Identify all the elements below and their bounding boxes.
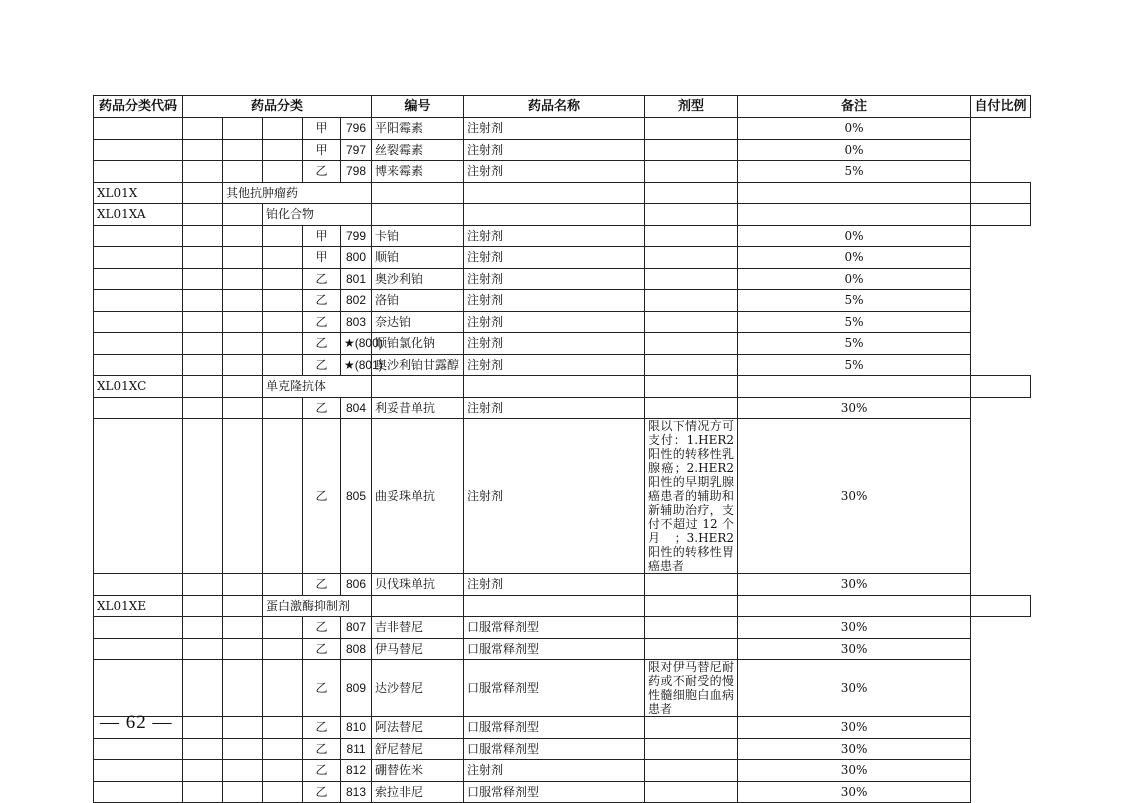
cell-form (645, 376, 738, 398)
cell-code (94, 617, 183, 639)
cell-form: 口服常释剂型 (464, 738, 645, 760)
cell-form: 注射剂 (464, 311, 645, 333)
table-row (94, 574, 1031, 596)
cell-number: 813 (341, 781, 372, 803)
cell-blank (223, 268, 263, 290)
cell-drug-name: 奈达铂 (372, 311, 464, 333)
cell-blank (263, 225, 303, 247)
cell-number (372, 204, 464, 226)
cell-form (645, 204, 738, 226)
cell-note (645, 225, 738, 247)
cell-blank (223, 760, 263, 782)
cell-blank (263, 738, 303, 760)
cell-grade: 甲 (303, 247, 341, 269)
cell-blank (183, 311, 223, 333)
cell-blank (223, 161, 263, 183)
cell-code (94, 268, 183, 290)
cell-blank (223, 247, 263, 269)
cell-number (372, 182, 464, 204)
cell-rate: 30% (738, 638, 971, 660)
cell-rate: 5% (738, 290, 971, 312)
cell-code (94, 247, 183, 269)
table-row (94, 247, 1031, 269)
cell-number: 810 (341, 717, 372, 739)
cell-blank (263, 781, 303, 803)
cell-rate: 30% (738, 717, 971, 739)
cell-blank (183, 268, 223, 290)
cell-drug-name: 伊马替尼 (372, 638, 464, 660)
cell-note (738, 204, 971, 226)
cell-drug-name: 曲妥珠单抗 (372, 419, 464, 574)
cell-number: 806 (341, 574, 372, 596)
table-row (94, 781, 1031, 803)
cell-blank (183, 781, 223, 803)
cell-code: XL01X (94, 182, 183, 204)
table-row (94, 354, 1031, 376)
table-row (94, 311, 1031, 333)
cell-code (94, 760, 183, 782)
cell-drug-name: 丝裂霉素 (372, 139, 464, 161)
cell-note (645, 311, 738, 333)
cell-note: 限对伊马替尼耐药或不耐受的慢性髓细胞白血病患者 (645, 660, 738, 717)
cell-blank (223, 354, 263, 376)
cell-rate: 30% (738, 738, 971, 760)
cell-blank (223, 376, 263, 398)
cell-blank (183, 397, 223, 419)
cell-blank (183, 161, 223, 183)
cell-number: ★(801) (341, 354, 372, 376)
cell-note (645, 781, 738, 803)
cell-code (94, 660, 183, 717)
cell-form: 注射剂 (464, 268, 645, 290)
cell-drug-name: 奥沙利铂甘露醇 (372, 354, 464, 376)
cell-blank (223, 738, 263, 760)
cell-blank (263, 419, 303, 574)
cell-drug-name: 顺铂氯化钠 (372, 333, 464, 355)
cell-form: 注射剂 (464, 333, 645, 355)
cell-drug-name (464, 204, 645, 226)
cell-blank (183, 225, 223, 247)
cell-grade: 乙 (303, 781, 341, 803)
cell-drug-name (464, 182, 645, 204)
cell-rate: 5% (738, 354, 971, 376)
cell-blank (263, 354, 303, 376)
cell-number: ★(800) (341, 333, 372, 355)
table-row (94, 333, 1031, 355)
cell-grade: 乙 (303, 617, 341, 639)
cell-form: 注射剂 (464, 397, 645, 419)
cell-number: 808 (341, 638, 372, 660)
table-row (94, 760, 1031, 782)
table-row (94, 376, 1031, 398)
cell-blank (263, 638, 303, 660)
cell-blank (183, 118, 223, 140)
cell-rate: 30% (738, 660, 971, 717)
cell-form (645, 182, 738, 204)
cell-blank (183, 574, 223, 596)
cell-blank (223, 333, 263, 355)
cell-grade: 甲 (303, 118, 341, 140)
cell-code (94, 574, 183, 596)
cell-code (94, 781, 183, 803)
cell-blank (263, 139, 303, 161)
cell-drug-name: 阿法替尼 (372, 717, 464, 739)
cell-grade: 乙 (303, 717, 341, 739)
table-row (94, 397, 1031, 419)
table-row (94, 717, 1031, 739)
cell-code: XL01XC (94, 376, 183, 398)
cell-rate: 0% (738, 225, 971, 247)
cell-note (645, 118, 738, 140)
cell-drug-name: 吉非替尼 (372, 617, 464, 639)
cell-drug-name (464, 376, 645, 398)
cell-form: 注射剂 (464, 419, 645, 574)
table-header-row (94, 96, 1031, 118)
cell-note (738, 595, 971, 617)
cell-blank (223, 419, 263, 574)
cell-rate: 5% (738, 311, 971, 333)
cell-grade: 乙 (303, 660, 341, 717)
cell-blank (263, 660, 303, 717)
cell-rate (971, 182, 1031, 204)
header-name: 药品名称 (464, 96, 645, 118)
cell-number: 799 (341, 225, 372, 247)
header-number: 编号 (372, 96, 464, 118)
table-row (94, 660, 1031, 717)
cell-blank (263, 247, 303, 269)
cell-blank (183, 660, 223, 717)
cell-code (94, 638, 183, 660)
cell-rate: 0% (738, 118, 971, 140)
cell-blank (263, 268, 303, 290)
cell-drug-name: 顺铂 (372, 247, 464, 269)
cell-rate: 30% (738, 617, 971, 639)
cell-number: 800 (341, 247, 372, 269)
cell-form: 口服常释剂型 (464, 781, 645, 803)
cell-drug-name: 平阳霉素 (372, 118, 464, 140)
cell-blank (183, 738, 223, 760)
cell-note (645, 760, 738, 782)
cell-rate: 30% (738, 419, 971, 574)
cell-number: 805 (341, 419, 372, 574)
page-number: — 62 — (100, 712, 173, 733)
cell-grade: 乙 (303, 290, 341, 312)
cell-blank (263, 118, 303, 140)
cell-note (645, 268, 738, 290)
cell-grade: 乙 (303, 638, 341, 660)
cell-form: 口服常释剂型 (464, 660, 645, 717)
cell-note (738, 376, 971, 398)
cell-grade: 乙 (303, 354, 341, 376)
cell-rate (971, 595, 1031, 617)
cell-category-l2: 其他抗肿瘤药 (223, 182, 372, 204)
cell-grade: 乙 (303, 397, 341, 419)
cell-note (645, 333, 738, 355)
cell-rate: 30% (738, 574, 971, 596)
cell-code (94, 333, 183, 355)
cell-grade: 乙 (303, 738, 341, 760)
cell-note (645, 717, 738, 739)
cell-drug-name: 博来霉素 (372, 161, 464, 183)
header-rate: 自付比例 (971, 96, 1031, 118)
cell-blank (183, 182, 223, 204)
table-row (94, 161, 1031, 183)
cell-drug-name: 洛铂 (372, 290, 464, 312)
cell-form: 注射剂 (464, 247, 645, 269)
cell-note (645, 139, 738, 161)
cell-blank (183, 717, 223, 739)
cell-drug-name: 硼替佐米 (372, 760, 464, 782)
cell-blank (263, 290, 303, 312)
cell-blank (183, 595, 223, 617)
table-row (94, 595, 1031, 617)
cell-rate: 30% (738, 397, 971, 419)
table-row (94, 738, 1031, 760)
cell-blank (183, 139, 223, 161)
cell-blank (183, 333, 223, 355)
cell-grade: 乙 (303, 161, 341, 183)
table-row (94, 419, 1031, 574)
cell-note (645, 617, 738, 639)
header-form: 剂型 (645, 96, 738, 118)
cell-blank (183, 760, 223, 782)
cell-blank (183, 638, 223, 660)
cell-blank (183, 290, 223, 312)
cell-note (645, 354, 738, 376)
cell-blank (223, 118, 263, 140)
cell-form: 口服常释剂型 (464, 638, 645, 660)
table-row (94, 139, 1031, 161)
cell-blank (183, 354, 223, 376)
cell-grade: 甲 (303, 225, 341, 247)
cell-form: 注射剂 (464, 139, 645, 161)
cell-blank (223, 781, 263, 803)
cell-blank (263, 617, 303, 639)
table-row (94, 204, 1031, 226)
cell-drug-name: 舒尼替尼 (372, 738, 464, 760)
cell-form: 注射剂 (464, 354, 645, 376)
cell-blank (183, 419, 223, 574)
cell-number: 798 (341, 161, 372, 183)
table-row (94, 182, 1031, 204)
cell-blank (223, 204, 263, 226)
cell-note: 限以下情况方可支付：1.HER2 阳性的转移性乳腺癌；2.HER2 阳性的早期乳腺癌患者的辅助和新辅助治疗，支付不超过 12 个月；3.HER2 阳性的转移性胃癌患者 (645, 419, 738, 574)
cell-blank (263, 574, 303, 596)
cell-form: 口服常释剂型 (464, 717, 645, 739)
cell-category-l3: 单克隆抗体 (263, 376, 372, 398)
cell-code (94, 354, 183, 376)
header-note: 备注 (738, 96, 971, 118)
cell-form (645, 595, 738, 617)
cell-blank (263, 760, 303, 782)
table-row (94, 225, 1031, 247)
table-row (94, 268, 1031, 290)
cell-form: 注射剂 (464, 574, 645, 596)
cell-blank (223, 638, 263, 660)
cell-rate: 30% (738, 781, 971, 803)
cell-drug-name: 卡铂 (372, 225, 464, 247)
cell-blank (223, 660, 263, 717)
table-row (94, 617, 1031, 639)
cell-number (372, 376, 464, 398)
cell-rate (971, 376, 1031, 398)
cell-number: 803 (341, 311, 372, 333)
cell-category-l3: 蛋白激酶抑制剂 (263, 595, 372, 617)
cell-number: 802 (341, 290, 372, 312)
cell-drug-name: 奥沙利铂 (372, 268, 464, 290)
cell-form: 注射剂 (464, 161, 645, 183)
cell-blank (263, 333, 303, 355)
cell-code (94, 419, 183, 574)
cell-grade: 乙 (303, 311, 341, 333)
cell-drug-name (464, 595, 645, 617)
cell-category-l3: 铂化合物 (263, 204, 372, 226)
cell-blank (263, 397, 303, 419)
cell-drug-name: 利妥昔单抗 (372, 397, 464, 419)
cell-form: 注射剂 (464, 760, 645, 782)
cell-code (94, 161, 183, 183)
cell-code (94, 738, 183, 760)
cell-number: 809 (341, 660, 372, 717)
cell-rate: 30% (738, 760, 971, 782)
cell-rate: 5% (738, 333, 971, 355)
drug-catalog-table (93, 95, 1031, 803)
cell-blank (183, 376, 223, 398)
cell-number: 796 (341, 118, 372, 140)
cell-blank (183, 617, 223, 639)
header-code: 药品分类代码 (94, 96, 183, 118)
cell-blank (223, 717, 263, 739)
cell-grade: 乙 (303, 760, 341, 782)
cell-blank (183, 247, 223, 269)
cell-blank (223, 225, 263, 247)
cell-grade: 乙 (303, 419, 341, 574)
cell-rate: 0% (738, 247, 971, 269)
cell-rate: 5% (738, 161, 971, 183)
table-row (94, 638, 1031, 660)
cell-number: 797 (341, 139, 372, 161)
cell-note (738, 182, 971, 204)
cell-number: 807 (341, 617, 372, 639)
cell-number: 812 (341, 760, 372, 782)
cell-blank (223, 595, 263, 617)
cell-drug-name: 索拉非尼 (372, 781, 464, 803)
cell-drug-name: 贝伐珠单抗 (372, 574, 464, 596)
cell-code (94, 397, 183, 419)
cell-drug-name: 达沙替尼 (372, 660, 464, 717)
cell-blank (263, 717, 303, 739)
cell-form: 注射剂 (464, 118, 645, 140)
cell-note (645, 738, 738, 760)
cell-code (94, 311, 183, 333)
cell-number: 801 (341, 268, 372, 290)
cell-code (94, 290, 183, 312)
header-category: 药品分类 (183, 96, 372, 118)
cell-blank (223, 397, 263, 419)
cell-note (645, 638, 738, 660)
cell-blank (223, 139, 263, 161)
cell-blank (223, 574, 263, 596)
cell-blank (223, 617, 263, 639)
cell-note (645, 247, 738, 269)
cell-code (94, 118, 183, 140)
table-row (94, 118, 1031, 140)
cell-code: XL01XE (94, 595, 183, 617)
cell-note (645, 161, 738, 183)
cell-form: 注射剂 (464, 225, 645, 247)
cell-rate (971, 204, 1031, 226)
cell-rate: 0% (738, 139, 971, 161)
cell-form: 注射剂 (464, 290, 645, 312)
cell-code (94, 139, 183, 161)
cell-note (645, 397, 738, 419)
cell-grade: 乙 (303, 574, 341, 596)
cell-blank (223, 290, 263, 312)
cell-code: XL01XA (94, 204, 183, 226)
cell-grade: 乙 (303, 333, 341, 355)
cell-number: 804 (341, 397, 372, 419)
table-row (94, 290, 1031, 312)
cell-note (645, 574, 738, 596)
cell-blank (263, 161, 303, 183)
cell-blank (223, 311, 263, 333)
cell-note (645, 290, 738, 312)
cell-blank (183, 204, 223, 226)
cell-grade: 甲 (303, 139, 341, 161)
cell-form: 口服常释剂型 (464, 617, 645, 639)
cell-number: 811 (341, 738, 372, 760)
cell-number (372, 595, 464, 617)
cell-code (94, 225, 183, 247)
cell-blank (263, 311, 303, 333)
cell-rate: 0% (738, 268, 971, 290)
cell-grade: 乙 (303, 268, 341, 290)
